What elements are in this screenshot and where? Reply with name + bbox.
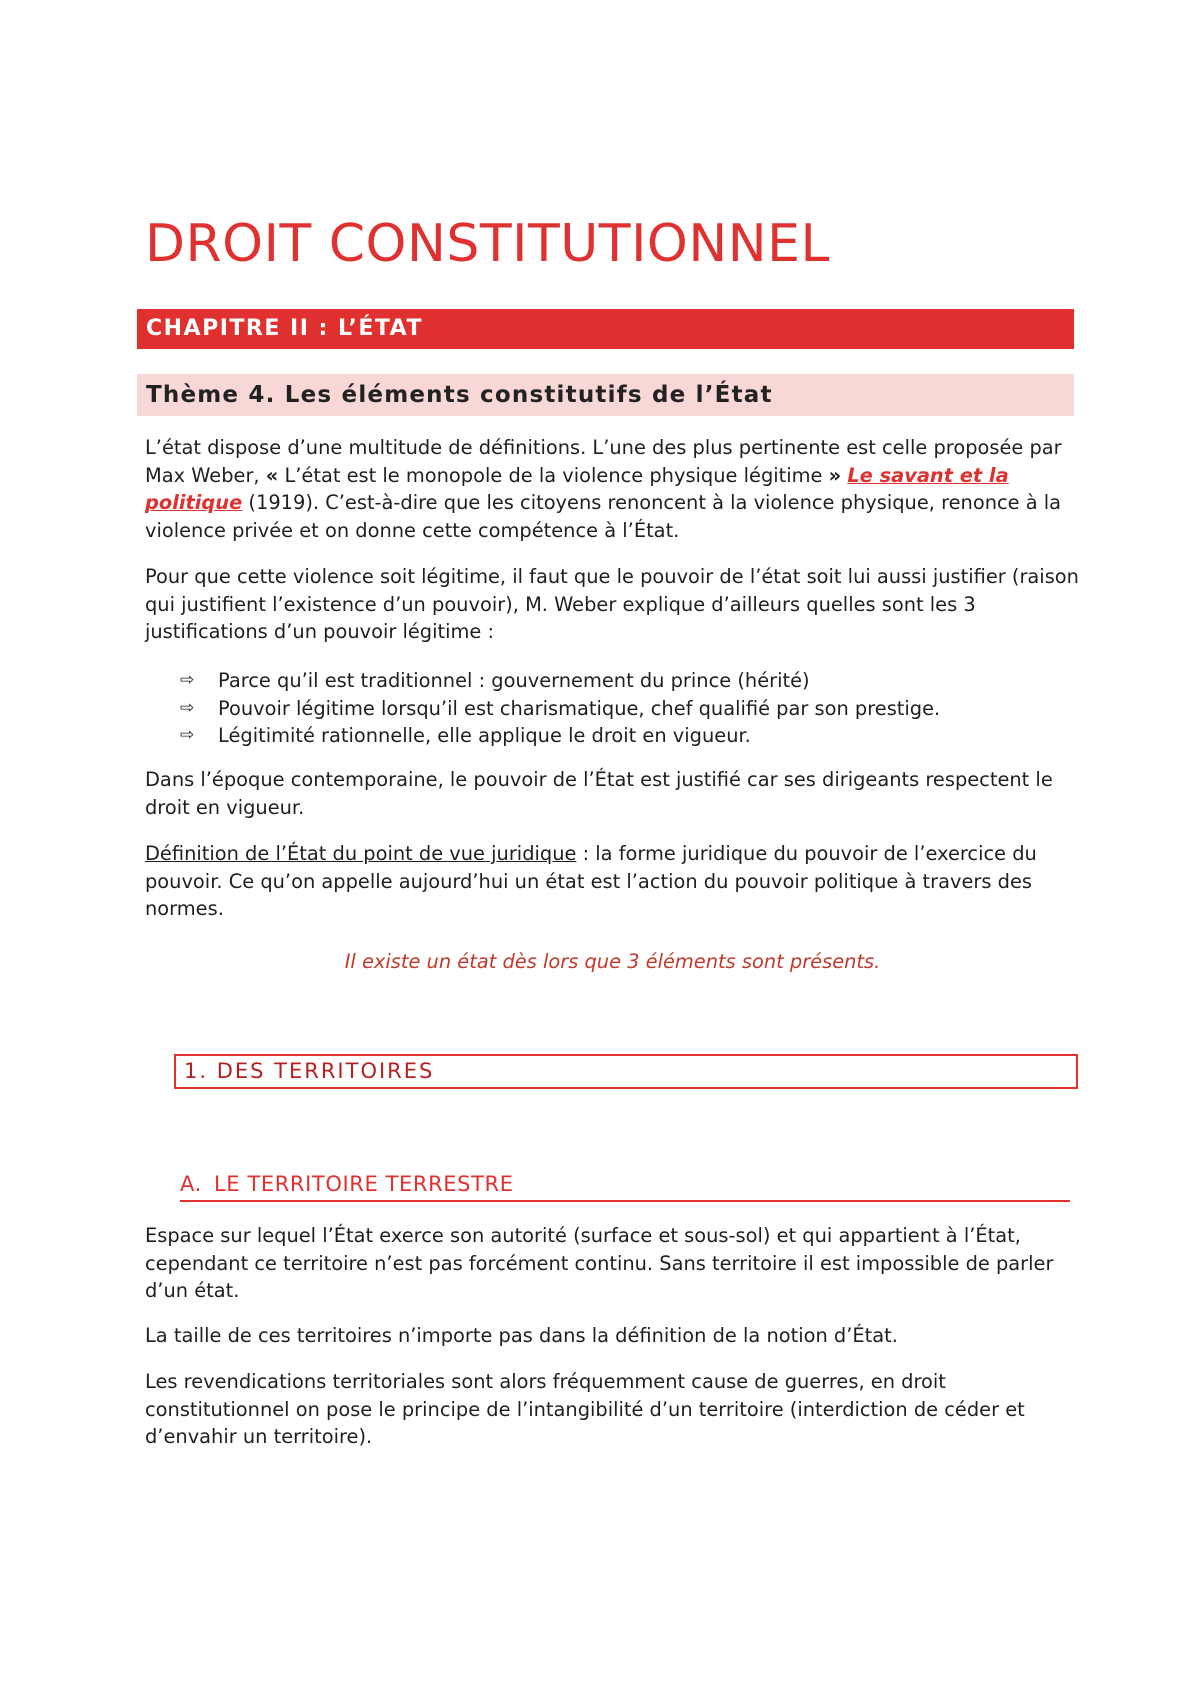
- contemporary-paragraph: Dans l’époque contemporaine, le pouvoir de l’État est justifié car ses dirigeants respectent le droit en vigueur.: [145, 768, 1053, 819]
- book-title-link[interactable]: Le savant et la politique: [145, 463, 1009, 514]
- intro-paragraph: [145, 434, 1080, 544]
- arrow-right-outline-icon: ⇨: [180, 725, 195, 745]
- list-item: [180, 667, 1080, 695]
- theme-heading: Thème 4. Les éléments constitutifs de l’État: [137, 374, 1074, 416]
- subsection-label: LE TERRITOIRE TERRESTRE: [214, 1172, 514, 1196]
- legitimacy-paragraph: Pour que cette violence soit légitime, il faut que le pouvoir de l’état soit lui aussi justifier (raison qui justifient l’existence d’un pouvoir), M. Weber explique d’ailleurs quelles sont les 3 justifications d’un pouvoir légitime :: [145, 565, 1079, 643]
- section-heading-territoires: 1. DES TERRITOIRES: [174, 1054, 1078, 1089]
- list-item: [180, 695, 1080, 723]
- territory-paragraph: Espace sur lequel l’État exerce son autorité (surface et sous-sol) et qui appartient à l’État, cependant ce territoire n’est pas forcément continu. Sans territoire il est impossible de parler d’un état.: [145, 1224, 1054, 1302]
- arrow-right-outline-icon: ⇨: [180, 670, 195, 690]
- justifications-list: [180, 667, 1080, 750]
- claims-paragraph: Les revendications territoriales sont alors fréquemment cause de guerres, en droit constitutionnel on pose le principe de l’intangibilité d’un territoire (interdiction de céder et d’envahir un territoire).: [145, 1370, 1025, 1448]
- intro-text: L’état dispose d’une multitude de définitions. L’une des plus pertinente est celle proposée par Max Weber,: [145, 436, 1062, 487]
- arrow-right-outline-icon: ⇨: [180, 697, 195, 718]
- subsection-heading-territoire-terrestre: [180, 1168, 1070, 1202]
- quote-open: «: [265, 463, 279, 487]
- document-title: DROIT CONSTITUTIONNEL: [145, 214, 830, 274]
- definition-label: Définition de l’État du point de vue juridique: [145, 842, 577, 865]
- list-item-text: Parce qu’il est traditionnel : gouvernement du prince (hérité): [218, 669, 810, 692]
- intro-text-end: (1919). C’est-à-dire que les citoyens renoncent à la violence physique, renonce à la violence privée et on donne cette compétence à l’État.: [145, 491, 1062, 542]
- weber-quote: L’état est le monopole de la violence physique légitime: [278, 463, 829, 487]
- definition-text: : la forme juridique du pouvoir de l’exercice du pouvoir. Ce qu’on appelle aujourd’hui un état est l’action du pouvoir politique à travers des normes.: [145, 842, 1037, 920]
- list-item: [180, 722, 1080, 750]
- quote-close: »: [828, 463, 842, 487]
- definition-paragraph: [145, 840, 1080, 923]
- chapter-heading: CHAPITRE II : L’ÉTAT: [137, 309, 1074, 349]
- list-item-text: Légitimité rationnelle, elle applique le droit en vigueur.: [218, 724, 751, 747]
- subsection-letter: A.: [180, 1172, 202, 1196]
- highlight-sentence: Il existe un état dès lors que 3 éléments sont présents.: [344, 950, 881, 973]
- size-paragraph: La taille de ces territoires n’importe pas dans la définition de la notion d’État.: [145, 1324, 898, 1347]
- list-item-text: Pouvoir légitime lorsqu’il est charismatique, chef qualifié par son prestige.: [218, 696, 941, 720]
